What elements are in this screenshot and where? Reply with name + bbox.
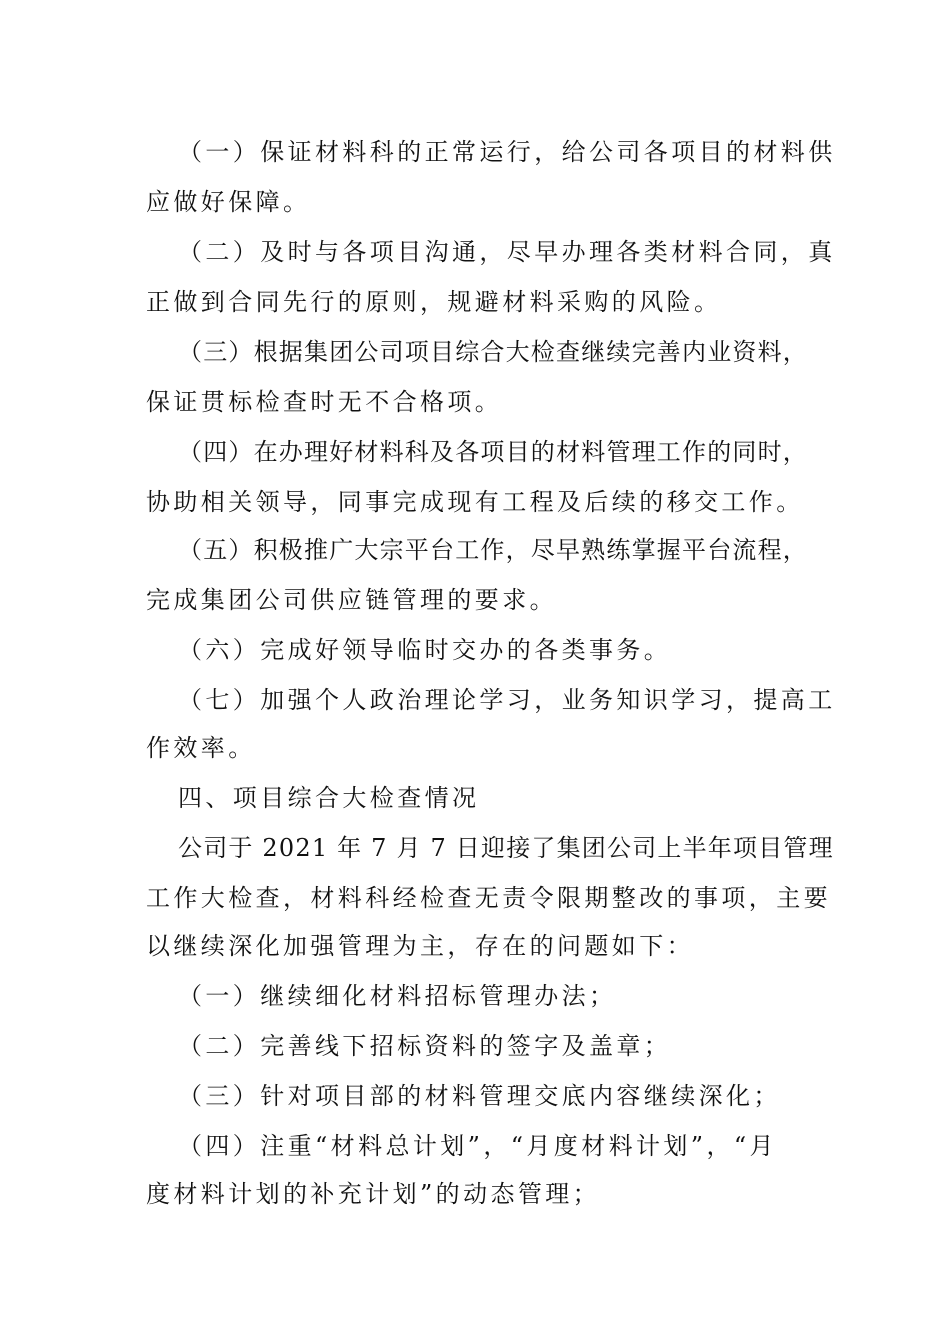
text-line: 完成集团公司供应链管理的要求。 <box>146 586 557 614</box>
text-line: （一）继续细化材料招标管理办法； <box>178 982 617 1010</box>
text-line: 以继续深化加强管理为主，存在的问题如下： <box>146 932 694 960</box>
section-heading: 四、项目综合大检查情况 <box>178 784 480 812</box>
text-line: 正做到合同先行的原则，规避材料采购的风险。 <box>146 288 722 316</box>
text-line: （二）完善线下招标资料的签字及盖章； <box>178 1032 672 1060</box>
text-line: 度材料计划的补充计划”的动态管理； <box>146 1180 601 1208</box>
text-line: （二）及时与各项目沟通，尽早办理各类材料合同，真 <box>178 238 836 266</box>
text-line: （一）保证材料科的正常运行，给公司各项目的材料供 <box>178 138 836 166</box>
text-line: （三）根据集团公司项目综合大检查继续完善内业资料， <box>178 338 808 366</box>
text-line: （四）注重“材料总计划”，“月度材料计划”，“月 <box>178 1132 777 1160</box>
text-line: 作效率。 <box>146 734 256 762</box>
text-line: 应做好保障。 <box>146 188 311 216</box>
text-line: 公司于 2021 年 7 月 7 日迎接了集团公司上半年项目管理 <box>178 834 834 862</box>
text-line: （七）加强个人政治理论学习，业务知识学习，提高工 <box>178 686 836 714</box>
text-line: 协助相关领导，同事完成现有工程及后续的移交工作。 <box>146 488 804 516</box>
text-line: （四）在办理好材料科及各项目的材料管理工作的同时， <box>178 438 808 466</box>
text-line: 保证贯标检查时无不合格项。 <box>146 388 503 416</box>
text-line: 工作大检查，材料科经检查无责令限期整改的事项，主要 <box>146 884 831 912</box>
text-line: （五）积极推广大宗平台工作，尽早熟练掌握平台流程， <box>178 536 808 564</box>
text-line: （三）针对项目部的材料管理交底内容继续深化； <box>178 1082 781 1110</box>
text-line: （六）完成好领导临时交办的各类事务。 <box>178 636 672 664</box>
